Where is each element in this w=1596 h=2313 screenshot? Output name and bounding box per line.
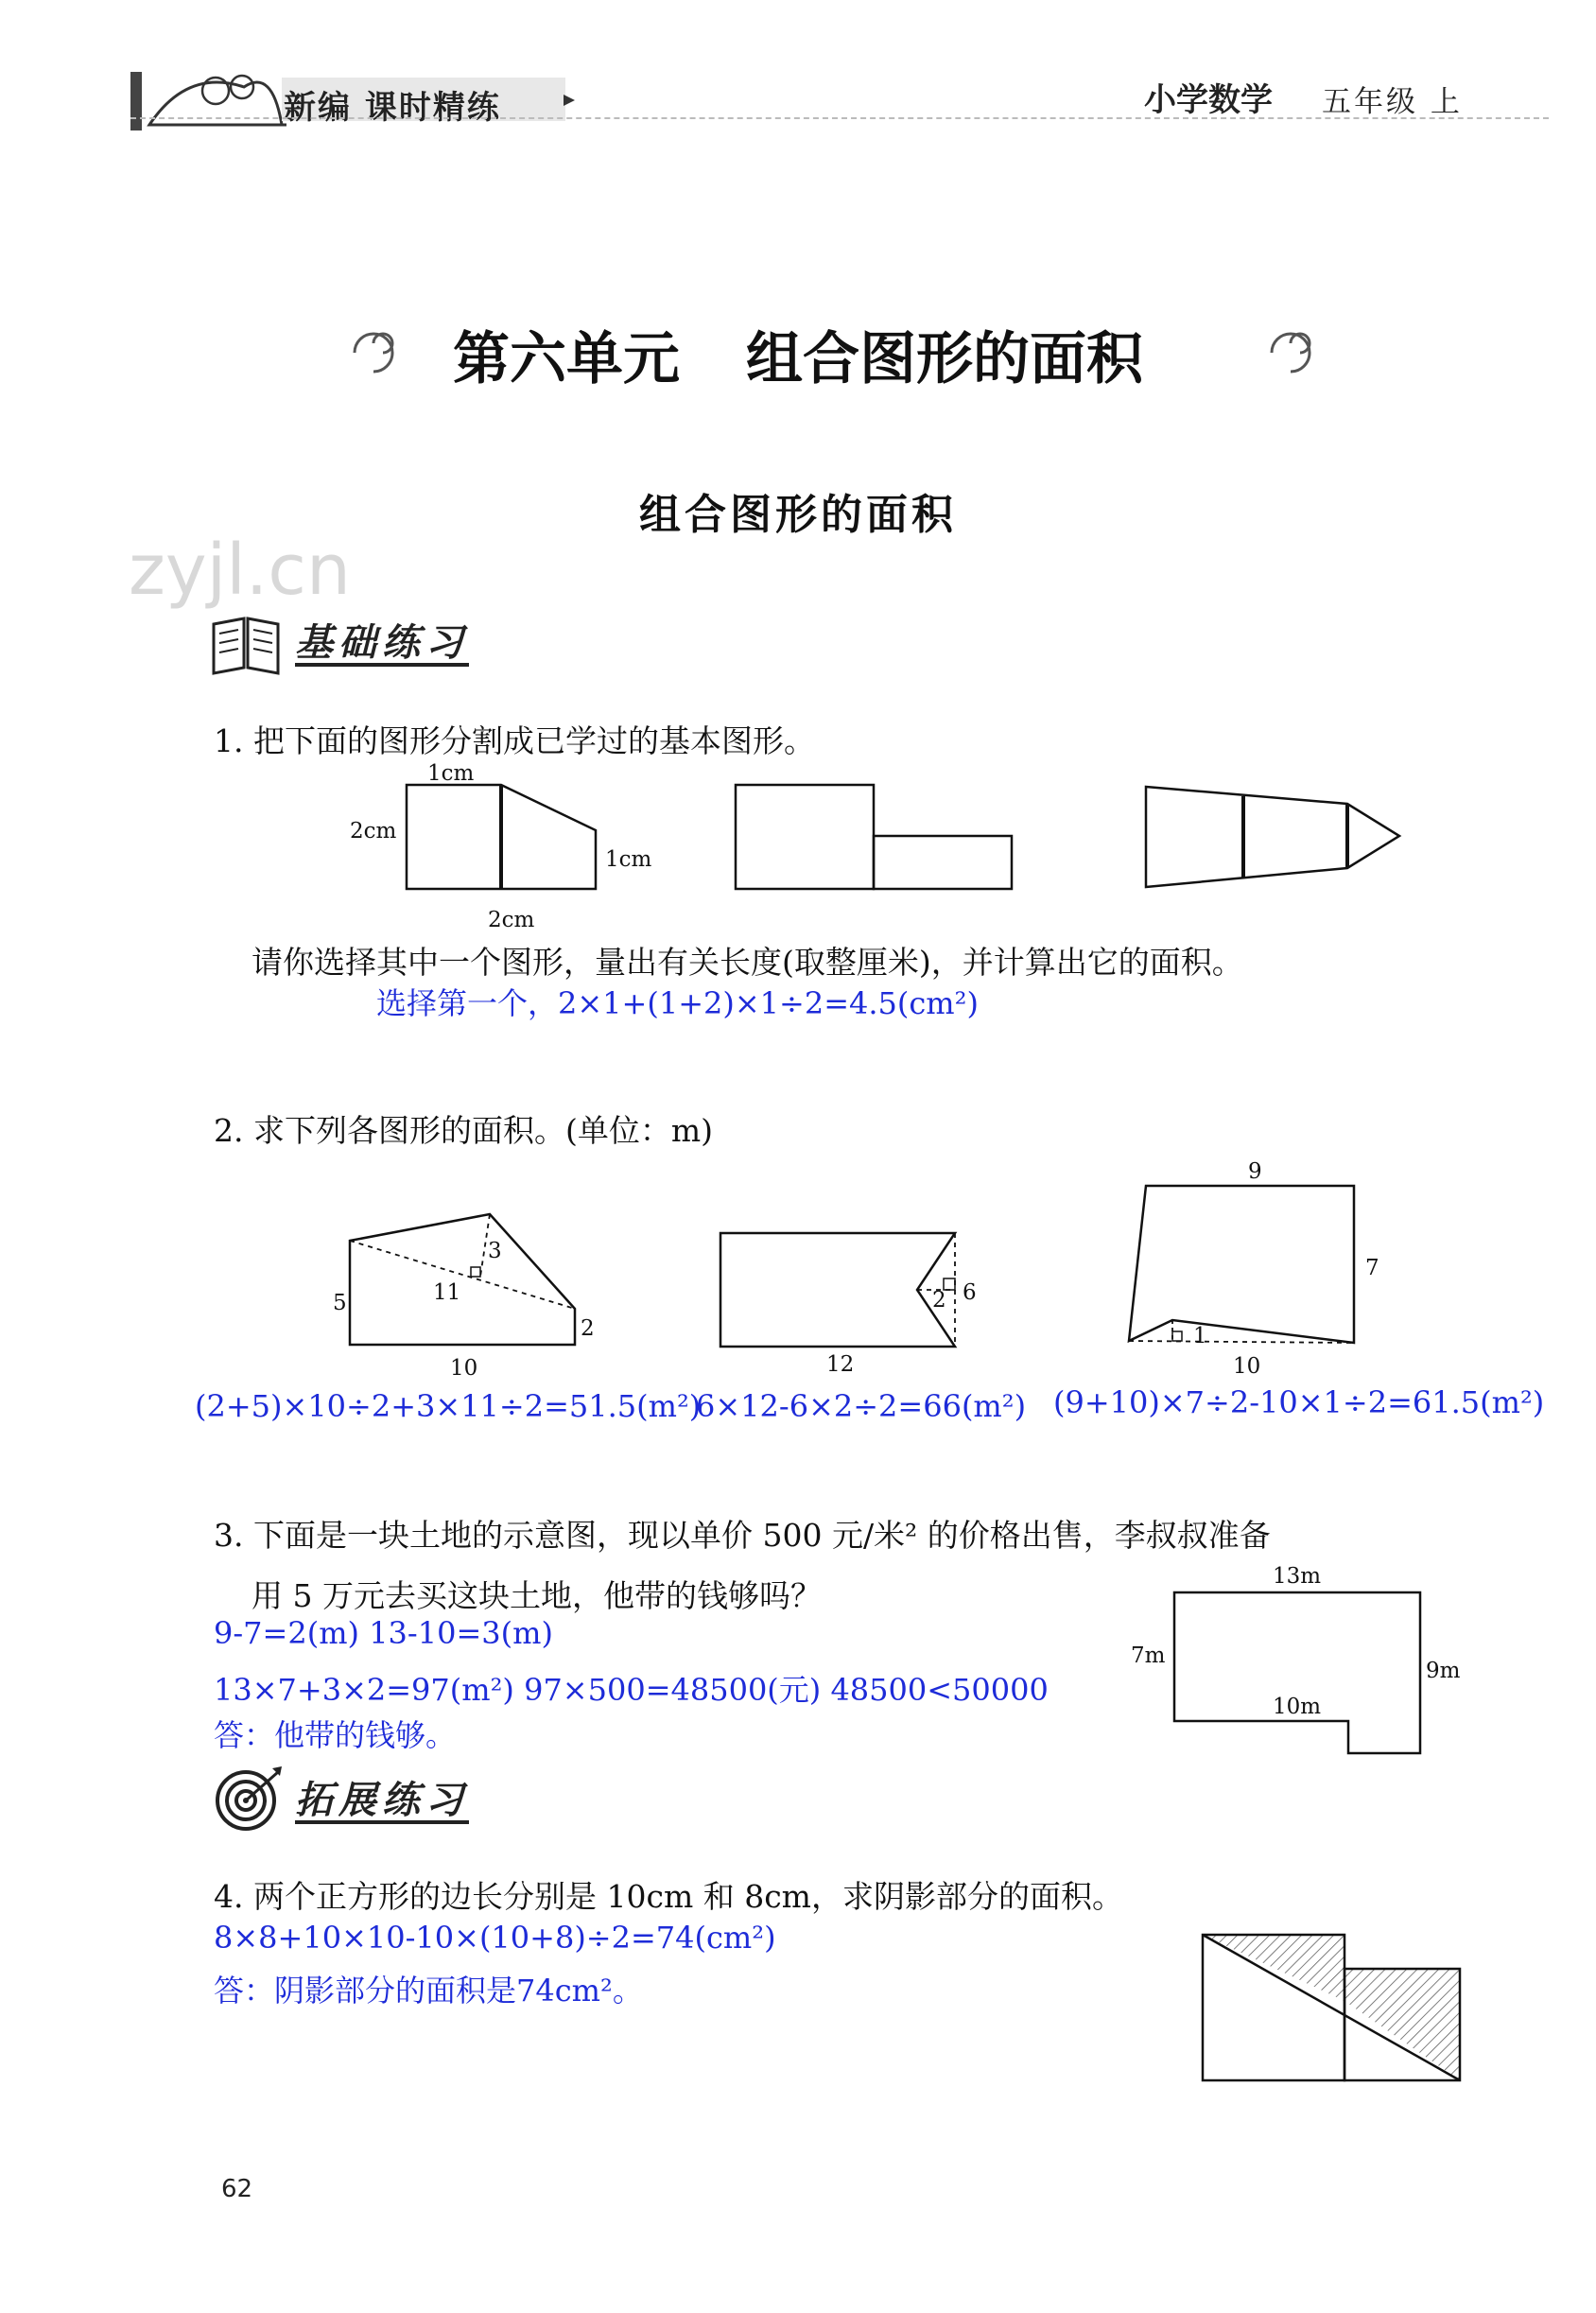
q2-fig1-label-10: 10 — [450, 1356, 478, 1381]
q2-fig2-label-6: 6 — [963, 1280, 977, 1305]
q1-answer: 选择第一个，2×1+(1+2)×1÷2=4.5(cm²) — [376, 985, 979, 1021]
q2-fig1-label-5: 5 — [333, 1291, 347, 1315]
q2-fig1-label-11: 11 — [433, 1280, 461, 1305]
q4-answer-line2: 答：阴影部分的面积是74cm²。 — [214, 1973, 643, 2009]
q2-fig2-label-2: 2 — [932, 1288, 946, 1313]
q1-label-bottom: 2cm — [488, 908, 535, 932]
q4-squares-figure — [1193, 1925, 1477, 2086]
q1-label-top: 1cm — [427, 761, 475, 786]
q1-figure-a — [407, 785, 596, 889]
q4-shaded-top — [1203, 1935, 1344, 2001]
q4-answer-line1: 8×8+10×10-10×(10+8)÷2=74(cm²) — [214, 1920, 776, 1956]
q1-figure-c — [1146, 787, 1399, 887]
q2-fig1-answer: (2+5)×10÷2+3×11÷2=51.5(m²) — [195, 1388, 702, 1424]
q3-label-bottom: 10m — [1273, 1695, 1322, 1719]
q1-label-left: 2cm — [350, 819, 397, 843]
header-divider — [130, 117, 1549, 119]
target-icon — [210, 1761, 286, 1836]
q2-fig2-answer: 6×12-6×2÷2=66(m²) — [696, 1388, 1027, 1424]
swirl-ornament-icon — [1258, 320, 1324, 386]
q1-text: 1. 把下面的图形分割成已学过的基本图形。 — [214, 722, 815, 759]
q2-fig3-label-10: 10 — [1233, 1354, 1261, 1379]
unit-title — [0, 314, 1596, 395]
q2-figure-1 — [350, 1214, 575, 1345]
page-number: 62 — [221, 2175, 253, 2203]
q3-label-right: 9m — [1426, 1659, 1461, 1683]
watermark: zyjl.cn — [129, 530, 351, 611]
q3-answer-line2: 13×7+3×2=97(m²) 97×500=48500(元) 48500<50000 — [214, 1672, 1049, 1708]
q4-text: 4. 两个正方形的边长分别是 10cm 和 8cm，求阴影部分的面积。 — [214, 1878, 1123, 1915]
q2-fig3-answer: (9+10)×7÷2-10×1÷2=61.5(m²) — [1053, 1384, 1545, 1420]
q2-figure-3 — [1129, 1186, 1354, 1343]
section-extended-label: 拓展练习 — [295, 1779, 469, 1822]
q2-text: 2. 求下列各图形的面积。(单位：m) — [214, 1112, 714, 1149]
q3-line2: 用 5 万元去买这块土地，他带的钱够吗？ — [252, 1577, 822, 1614]
q1-label-right: 1cm — [605, 847, 652, 872]
unit-number: 第六单元 — [453, 326, 680, 392]
q3-label-top: 13m — [1273, 1564, 1322, 1589]
unit-name: 组合图形的面积 — [746, 326, 1143, 392]
q1-figure-b — [736, 785, 1012, 889]
q3-answer-line3: 答：他带的钱够。 — [214, 1717, 457, 1753]
q2-fig3-label-7: 7 — [1365, 1256, 1379, 1280]
q3-land-figure — [1163, 1579, 1447, 1759]
q2-fig1-label-3: 3 — [488, 1239, 502, 1263]
q2-fig1-label-2: 2 — [581, 1316, 595, 1341]
q2-figures — [321, 1163, 1513, 1381]
q1-instruction: 请你选择其中一个图形，量出有关长度(取整厘米)，并计算出它的面积。 — [252, 944, 1243, 981]
q2-fig3-label-1: 1 — [1193, 1324, 1207, 1348]
q2-figure-2 — [720, 1233, 955, 1347]
q3-answer-line1: 9-7=2(m) 13-10=3(m) — [214, 1615, 553, 1651]
open-book-icon — [208, 605, 284, 681]
header-brand: 新编 课时精练 — [284, 89, 501, 127]
header-grade: 五年级 上 — [1322, 85, 1463, 119]
q2-fig3-label-9: 9 — [1248, 1159, 1262, 1184]
header-subject: 小学数学 — [1144, 81, 1273, 119]
q3-line1: 3. 下面是一块土地的示意图，现以单价 500 元/米² 的价格出售，李叔叔准备 — [214, 1517, 1271, 1554]
section-basic-label: 基础练习 — [295, 621, 469, 665]
lesson-title: 组合图形的面积 — [639, 491, 957, 539]
q3-label-left: 7m — [1131, 1643, 1166, 1668]
q2-fig2-label-12: 12 — [826, 1352, 855, 1377]
